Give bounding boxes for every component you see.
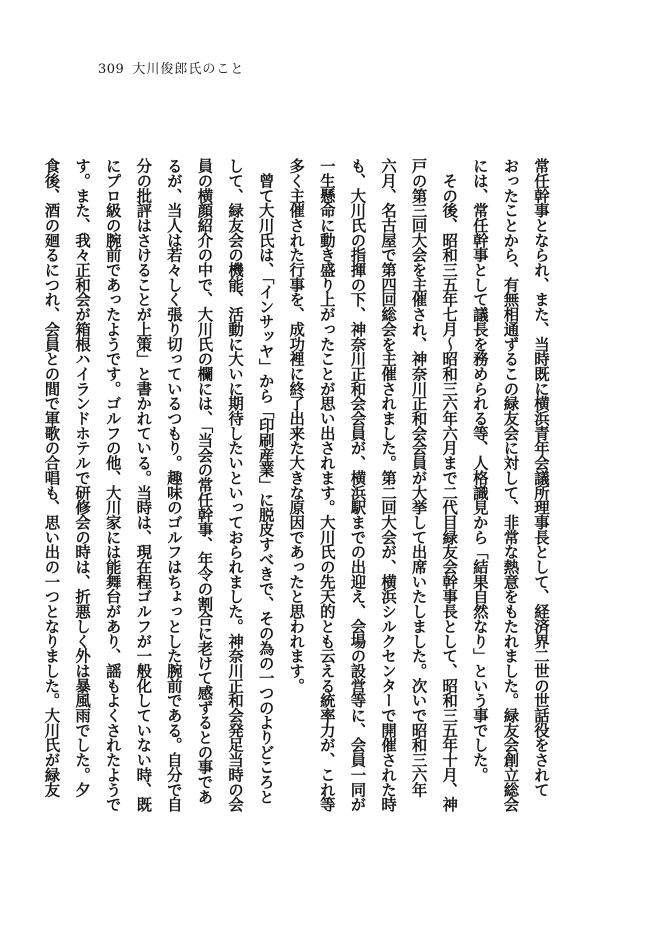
paragraph: その後、昭和三五年七月～昭和三六年六月まで二代目緑友会幹事長として、昭和三五年十月、神 戸の第三回大会を主催され、神奈川正和会会員が大挙して出席いたしました。次いで昭和三六年 六月、名古屋で第四回総会を主催されました。第二回大会が、横浜シルクセンターで開催された時 も、大川氏の指揮の下、神奈川正和会会員が、横浜駅までの出迎え、会場の設営等に、会員一同が 一生懸命に動き盛り上がったことが思い出されます。大川氏の先天的とも云える統率力が、これ等 多く主催された行事を、成功裡に終了出来た大きな原因であったと思われます。 bbox=[287, 158, 459, 812]
page-header bbox=[98, 58, 244, 77]
body-text bbox=[42, 158, 556, 874]
paragraph: 曾て大川氏は、「インサッヤ」から「印刷産業」に脱皮すべきで、その為の一つのよりどころと して、緑友会の機能、活動に大いに期待したいといっておられました。神奈川正和会発足当時の会 員の横顔紹介の中で、大川氏の欄には、「当会の常任幹事、年令の割合に老けて感ずるとの事であ るが、当人は若々しく張り切っているつもり。趣味のゴルフはちょっとした腕前である。自分で自 分の批評はさけることが上策」と書かれている。当時は、現在程ゴルフが一般化していない時、既 にプロ級の腕前であったようです。ゴルフの他、大川家には能舞台があり、謡もよくされたようで す。また、我々正和会が箱根ハイランドホテルで研修会の時は、折悪しく外は暴風雨でした。夕 食後、酒の廻るにつれ、会員との間で軍歌の合唱も、思い出の一つとなりました。大川氏が緑友 bbox=[42, 158, 275, 812]
page-number: 309 bbox=[98, 62, 125, 77]
running-title: 大川俊郎氏のこと bbox=[132, 62, 245, 77]
paragraph: 常任幹事となられ、また、当時既に横浜青年会議所理事長として、経済界二世の世話役をされて おったことから、有無相通ずるこの緑友会に対して、非常な熱意をもたれました。緑友会創立総会 には、常任幹事として議長を務められる等、人格識見から「結果自然なり」という事でした。 bbox=[470, 158, 550, 812]
